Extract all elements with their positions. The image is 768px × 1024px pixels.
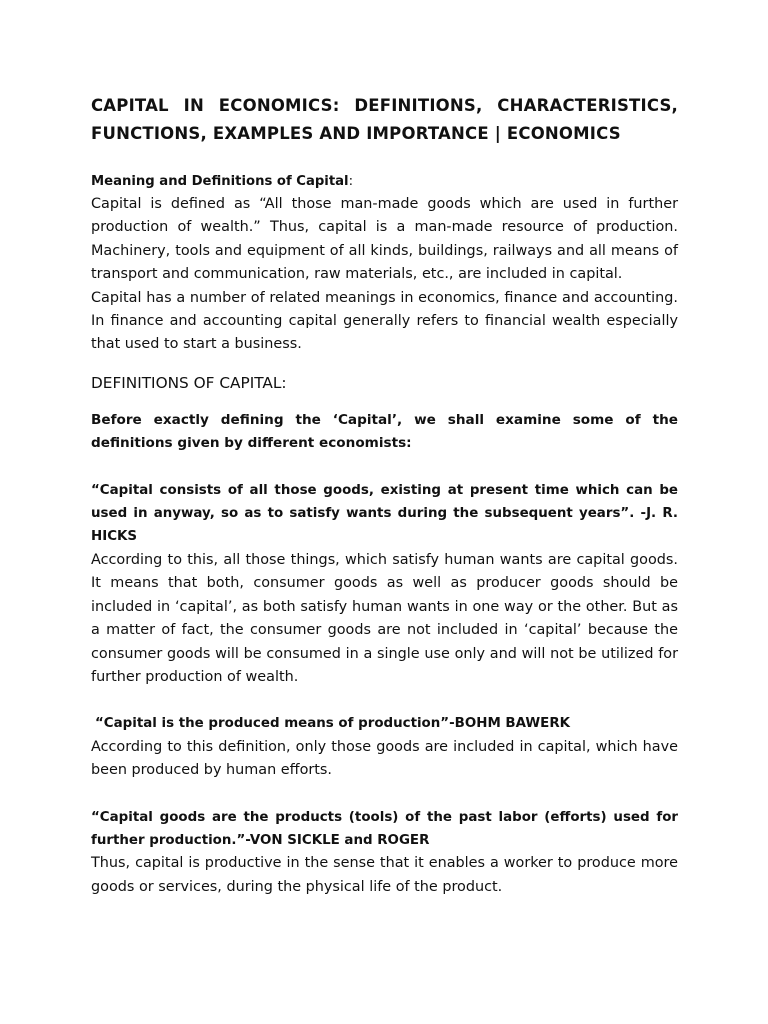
definition-explanation-von-sickle: Thus, capital is productive in the sense that it enables a worker to produce more goods or services, during the physical life of the product. bbox=[91, 855, 678, 895]
meaning-heading-text: Meaning and Definitions of Capital bbox=[91, 174, 349, 189]
definition-quote-hicks: “Capital consists of all those goods, existing at present time which can be used in anyway, so as to satisfy wants during the subsequent years”. -J. R. HICKS bbox=[91, 482, 678, 545]
document-title: CAPITAL IN ECONOMICS: DEFINITIONS, CHARACTERISTICS, FUNCTIONS, EXAMPLES AND IMPORTANCE | ECONOMICS bbox=[91, 96, 678, 143]
document-page bbox=[91, 92, 678, 899]
definition-explanation-bohm-bawerk: According to this definition, only those goods are included in capital, which have been produced by human efforts. bbox=[91, 738, 678, 779]
meaning-paragraph-1: Capital is defined as “All those man-made goods which are used in further production of wealth.” Thus, capital is a man-made resource of production. Machinery, tools and equipment of all kinds, buildings, railways and all means of transport and communication, raw materials, etc., are included in capital. bbox=[91, 196, 678, 283]
definition-explanation-hicks: According to this, all those things, which satisfy human wants are capital goods. It means that both, consumer goods as well as producer goods should be included in ‘capital’, as both satisfy human wants in one way or the other. But as a matter of fact, the consumer goods are not included in ‘capital’ because the consumer goods will be consumed in a single use only and will not be utilized for further production of wealth. bbox=[91, 551, 678, 685]
meaning-heading-colon: : bbox=[348, 174, 354, 189]
meaning-paragraph-2: Capital has a number of related meanings in economics, finance and accounting. In finance and accounting capital generally refers to financial wealth especially that used to start a business. bbox=[91, 289, 678, 353]
definition-quote-bohm-bawerk-text: “Capital is the produced means of production”-BOHM BAWERK bbox=[95, 716, 571, 732]
definition-quote-von-sickle: “Capital goods are the products (tools) of the past labor (efforts) used for further production.”-VON SICKLE and ROGER bbox=[91, 809, 678, 848]
definitions-intro: Before exactly defining the ‘Capital’, we shall examine some of the definitions given by different economists: bbox=[91, 411, 678, 452]
definitions-heading: DEFINITIONS OF CAPITAL: bbox=[91, 373, 287, 392]
definition-quote-bohm-bawerk bbox=[91, 712, 678, 735]
meaning-heading bbox=[91, 170, 678, 193]
